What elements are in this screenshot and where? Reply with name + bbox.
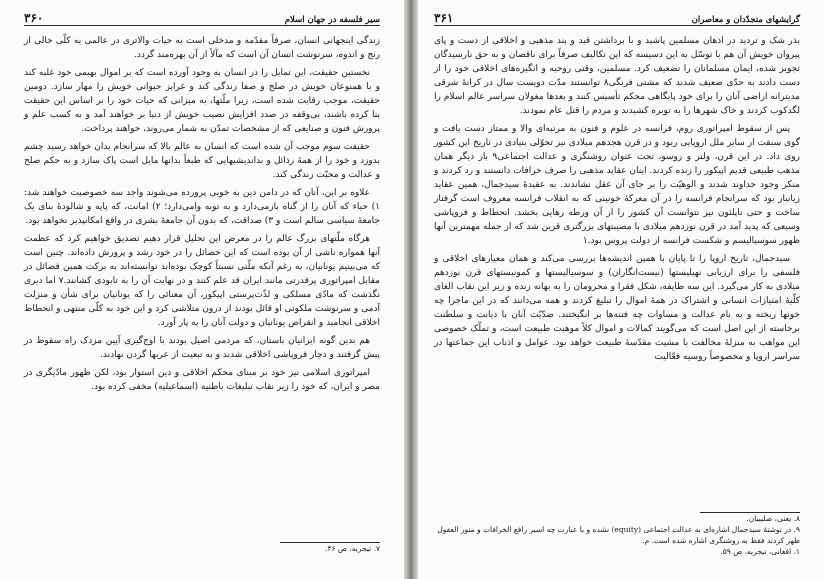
paragraph: پس از سقوط امپراتوری روم، فرانسه در علوم و فنون به مرتبه‌ای والا و ممتاز دست یافت و گوی سبقت از سایر ملل اروپایی ربود و در قرن هجدهم میلادی نیز تحوّلی بنیادی در تاریخ این کشور روی داد. در این قرن، ولتر و روسو، تحت عنوان روشنگری و عدالت اجتماعی۹ بار دیگر همان مذهب طبیعی قدیم اپیکور را زنده کردند. اینان عقاید مذهبی را صرف خرافات دانستند و رد کردند و منکر وجود خداوند شدند و الوهیّت را بر جای آن عقل نشاندند. به عقیدهٔ سیدجمال، همین عقاید زیانبار بود که سرانجام فرانسه را در آن معرکهٔ خونینی که به انقلاب فرانسه معروف است گرفتار ساخت و حتی ناپلئون نیز نتوانست آن کشور را از آن ورطه رهایی بخشد. انحطاط و فروپاشی وسیعی که پدید آمد در قرن نوزدهم میلادی با مصیبتهای بزرگتری قرین شد که از جمله مهمترین آنها ظهور سوسیالیسم و شکست فرانسه از دولت پروس بود.۱	[434, 124, 800, 246]
paragraph: حقیقت سوم موجب آن شده است که انسان به عالم بالا که سرانجام بدان خواهد رسید چشم بدوزد و خود را از همهٔ رذائل و بداندیشیهایی که طبعاً بدانها مایل است پاک سازد و به حکم صلح و عدالت و محبّت زندگی کند.	[24, 142, 380, 180]
right-body-text	[434, 34, 800, 368]
paragraph: هرگاه ملّتهای بزرگ عالم را در معرض این تحلیل قرار دهیم تصدیق خواهیم کرد که عظمت آنها همواره ناشی از آن بوده است که این خصائل را در خود رشد و پرورش داده‌اند. چنین است که می‌بینیم یونانیان، به رغم آنکه ملّتی نسبتاً کوچک بوده‌اند توانسته‌اند به برکت همین فضائل در مقابل امپراتوری پرقدرتی مانند ایران قد علم کنند و در نهایت آن را به تابودی کشانند.۷ اما دیری نگذشت که مادّی مسلکی و لذّت‌پرستی اپیکور، آن معنائی را که یونانیان برای شأن و منزلت آدمی و سرنوشت ملکوتی او قائل بودند از درون متلاشی کرد و این خود به کلّی منتهی و انحطاط اخلاقی انجامید و انقراض یونانیان و دولت آنان را به پار آورد.	[24, 234, 380, 328]
left-running-title: سیر فلسفه در جهان اسلام	[284, 15, 380, 25]
paragraph: هم بدین گونه ایرانیان باستان، که مردمی اصیل بودند با اوج‌گیری آیین مزدک راه سقوط در پیش گرفتند و دچار فروپاشی اخلاقی شدند و به تبعیت از عربها گردن نهادند.	[24, 336, 380, 360]
book-gutter	[404, 0, 418, 579]
left-body-text	[24, 34, 380, 398]
left-footnotes	[24, 542, 380, 554]
right-page	[418, 0, 824, 579]
footnote: ۹. در نوشتهٔ سیدجمال اشاره‌ای به عدالت اجتماعی (equity) نشده و با عبارت چه اسیر رافع الخرافات و منور العقول ظهر کردند فقط به روشنگری اشاره شده است. م.	[437, 525, 800, 545]
right-footnotes	[434, 512, 800, 557]
paragraph: علاوه بر این، آنان که در دامن دین به خوبی پرورده می‌شوند واجد سه خصوصیت خواهند شد: ۱) حیاء که آنان را از گناه بازمی‌دارد و به توبه وامی‌دارد؛ ۲) امانت، که پایه و شالودهٔ بنای یک جامعهٔ سیاسی سالم است و ۳) صداقت، که بدون آن جامعهٔ بشری در واقع امکانپذیر نخواهد بود.	[24, 188, 380, 226]
right-running-title: گرایشهای متجدّدان و معاصران	[691, 15, 800, 25]
footnote: ۸. یعنی، صلیبیان.	[746, 514, 800, 523]
paragraph: امپراتوری اسلامی نیز خود بر مبنای محکم اخلاقی و دین استوار بود، لکن ظهور مادّیگری در مصر و ایران، که خود را زیر نقاب تبلیغات باطنیه (اسماعیلیه) مخفی کرده بود.	[24, 368, 380, 392]
paragraph: زندگی اینجهانی انسان، صرفاً مقدّمه و مدخلی است به حیات والاتری در عالمی به کلّی خالی از رنج و اندوه، سرنوشت انسان آن است که مآلاً از آن بهره‌مند گردد.	[24, 36, 380, 60]
left-page-number: ۳۶۰	[24, 11, 44, 25]
right-running-head	[434, 5, 800, 26]
left-running-head	[24, 5, 380, 26]
footnote: ۱. افغانی، تیجریه، ص ۵۹.	[720, 547, 800, 556]
paragraph: نخستین حقیقت، این تمایل را در انسان به وجود آورده است که بر اموال بهیمی خود غلبه کند و با همنوعان خویش در صلح و صفا زندگی کند و غرایز حیوانی خویش را مهار سازد. دومین حقیقت، موجب رقابت شده است، زیرا ملّتها، به میزانی که حیات خود را بر اساس این حقیقت بنا کرده باشند، بی‌وقفه در صدد افزایش نصیب خویش از دنیا بر خواهند آمد و به کسب علم و پرورش فنون و صنایعی که از مشخصات تمدّن به شمار می‌روند، خواهند پرداخت.	[24, 68, 380, 134]
paragraph: بذر شک و تردید در اذهان مسلمین پاشید و با برداشتن قید و بند مذهبی و اخلاقی از دست و پای پیروان خویش آن هم با توسّل به این دسیسه که این تکالیف صرفاً برای ناقصان و به حق نارسیدگان تجویز شده، ایمان مسلمانان را تضعیف کرد. مسلمین، وقتی روحیه و انگیزه‌های اخلاقی خود را از دست دادند به حدّی ضعیف شدند که مشتی فرنگی۸ توانستند مدّت دویست سال در کرانهٔ شرقی مدیترانه اراضی آنان را برای خود پایگاهی محکم تأسیس کنند و بعدها مغولان سراسر عالم اسلام را لگدکوب کردند و خاک شهرها را به توبره کشیدند و مردم را قتل عام نمودند.	[434, 36, 800, 116]
footnote: ۷. تیجریه، ص ۴۶.	[325, 544, 380, 553]
left-page	[0, 0, 404, 579]
right-page-number: ۳۶۱	[434, 11, 454, 25]
paragraph: سیدجمال، تاریخ اروپا را تا پایان با همین اندیشه‌ها بررسی می‌کند و همان معیارهای اخلاقی و فلسفی را برای ارزیابی نهیلیستها (نیست‌انگاران) و سوسیالیستها و کمونیستهای قرن نوزدهم میلادی به کار می‌گیرد. این سه طایفه، شکل فقرا و محرومان را به بهانه زنده و زیر این نقاب الغای کلّیهٔ امتیازات انسانی و اشتراک در همهٔ اموال را تبلیغ کردند و همه می‌دانند که در این ماجرا چه خونها ریخته و به نام عدالت و مساوات چه فتنه‌ها بر انگیختند. ضدّیّت آنان با دیانت و سلطنت برخاسته از این اصل است که می‌گویند کمالات و اموال کلاً موهبت طبیعت است، و تملّک خصوصی این مواهب به منزلهٔ مخالفت با مشیت مقدّسهٔ طبیعت خواهد بود. عوامل و اذناب این جماعتها در سراسر اروپا و مخصوصاً روسیه فعّالیت	[434, 254, 800, 362]
